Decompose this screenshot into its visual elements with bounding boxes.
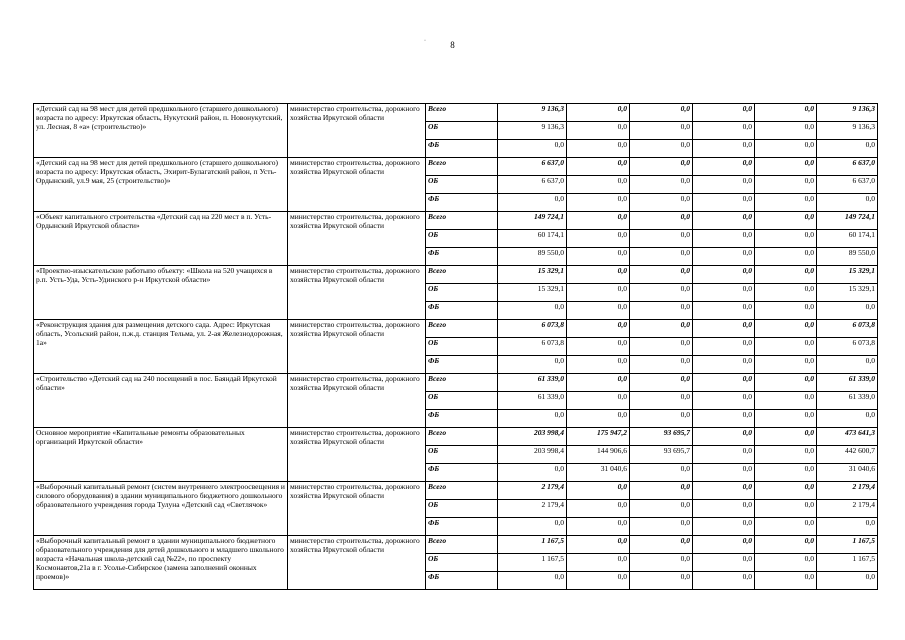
amount-cell: 0,0 [630,194,693,212]
executor-cell: министерство строительства, дорожного хозяйства Иркутской области [288,374,426,428]
amount-cell: 61 339,0 [498,374,567,392]
amount-cell: 0,0 [755,500,817,518]
funding-source-label: Всего [426,482,498,500]
amount-cell: 0,0 [498,410,567,428]
amount-cell: 0,0 [755,248,817,266]
executor-cell: министерство строительства, дорожного хозяйства Иркутской области [288,266,426,320]
amount-cell: 31 040,6 [817,464,878,482]
amount-cell: 0,0 [630,572,693,590]
amount-cell: 0,0 [630,158,693,176]
amount-cell: 0,0 [693,410,755,428]
funding-source-label: ОБ [426,554,498,572]
event-name-cell: «Реконструкция здания для размещения детского сада. Адрес: Иркутская область, Усольский район, п.ж.д. станция Тельма, ул. 2-ая Железнодорожная, 1а» [34,320,288,374]
amount-cell: 0,0 [693,482,755,500]
amount-cell: 0,0 [567,230,630,248]
amount-cell: 1 167,5 [498,536,567,554]
amount-cell: 0,0 [755,212,817,230]
amount-cell: 89 550,0 [817,248,878,266]
amount-cell: 0,0 [693,446,755,464]
amount-cell: 6 073,8 [498,320,567,338]
amount-cell: 0,0 [567,194,630,212]
event-name-cell: «Объект капитального строительства «Детский сад на 220 мест в п. Усть-Ордынский Иркутской области» [34,212,288,266]
amount-cell: 0,0 [755,482,817,500]
funding-source-label: Всего [426,536,498,554]
amount-cell: 0,0 [755,338,817,356]
amount-cell: 442 600,7 [817,446,878,464]
amount-cell: 0,0 [567,482,630,500]
amount-cell: 0,0 [693,158,755,176]
amount-cell: 0,0 [693,356,755,374]
amount-cell: 9 136,3 [498,122,567,140]
amount-cell: 0,0 [498,464,567,482]
amount-cell: 2 179,4 [498,500,567,518]
amount-cell: 0,0 [630,212,693,230]
amount-cell: 0,0 [498,518,567,536]
funding-source-label: ОБ [426,500,498,518]
executor-cell: министерство строительства, дорожного хозяйства Иркутской области [288,428,426,482]
amount-cell: 0,0 [630,338,693,356]
amount-cell: 15 329,1 [817,284,878,302]
amount-cell: 0,0 [630,266,693,284]
amount-cell: 0,0 [567,302,630,320]
amount-cell: 60 174,1 [817,230,878,248]
page-number: 8 [450,40,455,50]
amount-cell: 0,0 [630,230,693,248]
amount-cell: 0,0 [693,212,755,230]
funding-source-label: ФБ [426,302,498,320]
funding-source-label: ОБ [426,230,498,248]
amount-cell: 0,0 [567,572,630,590]
amount-cell: 6 073,8 [817,320,878,338]
amount-cell: 0,0 [755,230,817,248]
amount-cell: 473 641,3 [817,428,878,446]
amount-cell: 0,0 [567,536,630,554]
amount-cell: 60 174,1 [498,230,567,248]
amount-cell: 144 906,6 [567,446,630,464]
event-name-cell: Основное мероприятие «Капитальные ремонты образовательных организаций Иркутской области» [34,428,288,482]
amount-cell: 0,0 [755,320,817,338]
amount-cell: 0,0 [567,518,630,536]
amount-cell: 0,0 [693,230,755,248]
funding-source-label: ФБ [426,518,498,536]
amount-cell: 0,0 [630,122,693,140]
funding-source-label: ФБ [426,572,498,590]
table-row [34,482,878,500]
amount-cell: 0,0 [567,212,630,230]
amount-cell: 0,0 [567,122,630,140]
amount-cell: 0,0 [630,410,693,428]
amount-cell: 0,0 [755,518,817,536]
amount-cell: 31 040,6 [567,464,630,482]
amount-cell: 6 637,0 [498,176,567,194]
amount-cell: 0,0 [693,536,755,554]
amount-cell: 0,0 [630,356,693,374]
amount-cell: 0,0 [630,392,693,410]
amount-cell: 0,0 [630,248,693,266]
executor-cell: министерство строительства, дорожного хозяйства Иркутской области [288,158,426,212]
amount-cell: 0,0 [755,104,817,122]
amount-cell: 0,0 [693,518,755,536]
amount-cell: 0,0 [630,482,693,500]
executor-cell: министерство строительства, дорожного хозяйства Иркутской области [288,320,426,374]
amount-cell: 0,0 [755,176,817,194]
amount-cell: 0,0 [630,176,693,194]
amount-cell: 203 998,4 [498,428,567,446]
funding-source-label: ОБ [426,446,498,464]
amount-cell: 0,0 [755,554,817,572]
amount-cell: 0,0 [755,158,817,176]
funding-source-label: Всего [426,266,498,284]
amount-cell: 0,0 [755,428,817,446]
funding-source-label: ОБ [426,122,498,140]
amount-cell: 93 695,7 [630,446,693,464]
amount-cell: 0,0 [817,410,878,428]
amount-cell: 61 339,0 [498,392,567,410]
event-name-cell: «Детский сад на 98 мест для детей предшкольного (старшего дошкольного) возраста по адресу: Иркутская область, Нукутский район, п. Новонукутский, ул. Лесная, 8 «а» (строительство)» [34,104,288,158]
amount-cell: 0,0 [755,284,817,302]
budget-table [33,103,878,590]
amount-cell: 9 136,3 [817,122,878,140]
amount-cell: 0,0 [755,302,817,320]
funding-source-label: ФБ [426,248,498,266]
amount-cell: 0,0 [567,320,630,338]
table-row [34,266,878,284]
amount-cell: 0,0 [755,464,817,482]
amount-cell: 0,0 [693,266,755,284]
amount-cell: 0,0 [630,554,693,572]
table-row [34,212,878,230]
amount-cell: 0,0 [817,572,878,590]
amount-cell: 0,0 [693,374,755,392]
amount-cell: 0,0 [630,320,693,338]
amount-cell: 0,0 [755,194,817,212]
funding-source-label: ОБ [426,338,498,356]
amount-cell: 0,0 [755,140,817,158]
amount-cell: 0,0 [755,392,817,410]
amount-cell: 1 167,5 [817,554,878,572]
amount-cell: 61 339,0 [817,392,878,410]
amount-cell: 0,0 [693,248,755,266]
amount-cell: 0,0 [817,518,878,536]
table-row [34,536,878,554]
event-name-cell: «Выборочный капитальный ремонт (систем внутреннего электроосвещения и силового оборудования) в здании муниципального бюджетного дошкольного образовательного учреждения города Тулуна «Детский сад «Светлячок» [34,482,288,536]
amount-cell: 0,0 [630,284,693,302]
amount-cell: 0,0 [630,140,693,158]
budget-table-body [34,104,878,590]
scan-speck: · [424,38,426,44]
amount-cell: 0,0 [498,140,567,158]
amount-cell: 9 136,3 [817,104,878,122]
event-name-cell: «Проектно-изыскательские работыпо объекту: «Школа на 520 учащихся в р.п. Усть-Уда, Усть-Удинского р-н Иркутской области» [34,266,288,320]
amount-cell: 0,0 [567,284,630,302]
amount-cell: 0,0 [567,410,630,428]
amount-cell: 0,0 [567,554,630,572]
amount-cell: 203 998,4 [498,446,567,464]
amount-cell: 0,0 [693,392,755,410]
amount-cell: 6 637,0 [817,158,878,176]
amount-cell: 93 695,7 [630,428,693,446]
funding-source-label: ОБ [426,392,498,410]
amount-cell: 89 550,0 [498,248,567,266]
amount-cell: 0,0 [498,302,567,320]
amount-cell: 0,0 [693,104,755,122]
amount-cell: 0,0 [567,500,630,518]
amount-cell: 0,0 [693,122,755,140]
amount-cell: 0,0 [693,572,755,590]
amount-cell: 0,0 [755,122,817,140]
amount-cell: 0,0 [498,194,567,212]
amount-cell: 0,0 [630,536,693,554]
table-row [34,104,878,122]
table-row [34,158,878,176]
amount-cell: 149 724,1 [498,212,567,230]
amount-cell: 0,0 [755,374,817,392]
amount-cell: 0,0 [567,338,630,356]
executor-cell: министерство строительства, дорожного хозяйства Иркутской области [288,536,426,590]
amount-cell: 0,0 [630,374,693,392]
amount-cell: 0,0 [693,194,755,212]
amount-cell: 15 329,1 [817,266,878,284]
amount-cell: 2 179,4 [498,482,567,500]
amount-cell: 0,0 [567,140,630,158]
amount-cell: 0,0 [755,446,817,464]
amount-cell: 0,0 [755,572,817,590]
amount-cell: 0,0 [693,554,755,572]
amount-cell: 0,0 [498,572,567,590]
amount-cell: 0,0 [693,464,755,482]
amount-cell: 0,0 [693,284,755,302]
amount-cell: 0,0 [693,302,755,320]
amount-cell: 0,0 [567,392,630,410]
amount-cell: 0,0 [630,464,693,482]
funding-source-label: Всего [426,212,498,230]
amount-cell: 0,0 [817,140,878,158]
executor-cell: министерство строительства, дорожного хозяйства Иркутской области [288,482,426,536]
funding-source-label: ФБ [426,464,498,482]
executor-cell: министерство строительства, дорожного хозяйства Иркутской области [288,212,426,266]
amount-cell: 1 167,5 [498,554,567,572]
amount-cell: 2 179,4 [817,482,878,500]
funding-source-label: ОБ [426,284,498,302]
executor-cell: министерство строительства, дорожного хозяйства Иркутской области [288,104,426,158]
amount-cell: 0,0 [755,356,817,374]
event-name-cell: «Строительство «Детский сад на 240 посещений в пос. Баяндай Иркутской области» [34,374,288,428]
amount-cell: 0,0 [693,338,755,356]
amount-cell: 0,0 [755,266,817,284]
amount-cell: 0,0 [693,140,755,158]
funding-source-label: Всего [426,320,498,338]
amount-cell: 0,0 [693,176,755,194]
amount-cell: 9 136,3 [498,104,567,122]
funding-source-label: ФБ [426,140,498,158]
amount-cell: 0,0 [567,356,630,374]
amount-cell: 6 637,0 [817,176,878,194]
funding-source-label: ФБ [426,194,498,212]
amount-cell: 0,0 [630,104,693,122]
amount-cell: 0,0 [693,320,755,338]
amount-cell: 15 329,1 [498,284,567,302]
funding-source-label: ФБ [426,356,498,374]
table-row [34,320,878,338]
amount-cell: 175 947,2 [567,428,630,446]
funding-source-label: Всего [426,104,498,122]
event-name-cell: «Выборочный капитальный ремонт в здании муниципального бюджетного образовательного учреждения для детей дошкольного и младшего школьного возраста «Начальная школа-детский сад №22», по проспекту Космонавтов,21а в г. Усолье-Сибирское (замена заполнений оконных проемов)» [34,536,288,590]
funding-source-label: Всего [426,374,498,392]
amount-cell: 0,0 [567,248,630,266]
amount-cell: 6 637,0 [498,158,567,176]
amount-cell: 0,0 [567,158,630,176]
amount-cell: 0,0 [630,518,693,536]
table-row [34,374,878,392]
amount-cell: 0,0 [567,176,630,194]
amount-cell: 0,0 [630,500,693,518]
amount-cell: 149 724,1 [817,212,878,230]
event-name-cell: «Детский сад на 98 мест для детей предшкольного (старшего дошкольного) возраста по адресу: Иркутская область, Эхирит-Булагатский район, п Усть-Ордынский, ул.9 мая, 25 (строительство)» [34,158,288,212]
amount-cell: 1 167,5 [817,536,878,554]
amount-cell: 0,0 [630,302,693,320]
funding-source-label: Всего [426,428,498,446]
amount-cell: 0,0 [567,266,630,284]
amount-cell: 6 073,8 [498,338,567,356]
amount-cell: 2 179,4 [817,500,878,518]
funding-source-label: ФБ [426,410,498,428]
table-row [34,428,878,446]
funding-source-label: Всего [426,158,498,176]
amount-cell: 0,0 [567,374,630,392]
funding-source-label: ОБ [426,176,498,194]
amount-cell: 0,0 [817,356,878,374]
amount-cell: 0,0 [498,356,567,374]
amount-cell: 0,0 [755,536,817,554]
amount-cell: 0,0 [693,500,755,518]
amount-cell: 0,0 [817,302,878,320]
amount-cell: 6 073,8 [817,338,878,356]
amount-cell: 0,0 [693,428,755,446]
amount-cell: 15 329,1 [498,266,567,284]
amount-cell: 0,0 [567,104,630,122]
amount-cell: 0,0 [755,410,817,428]
amount-cell: 0,0 [817,194,878,212]
amount-cell: 61 339,0 [817,374,878,392]
